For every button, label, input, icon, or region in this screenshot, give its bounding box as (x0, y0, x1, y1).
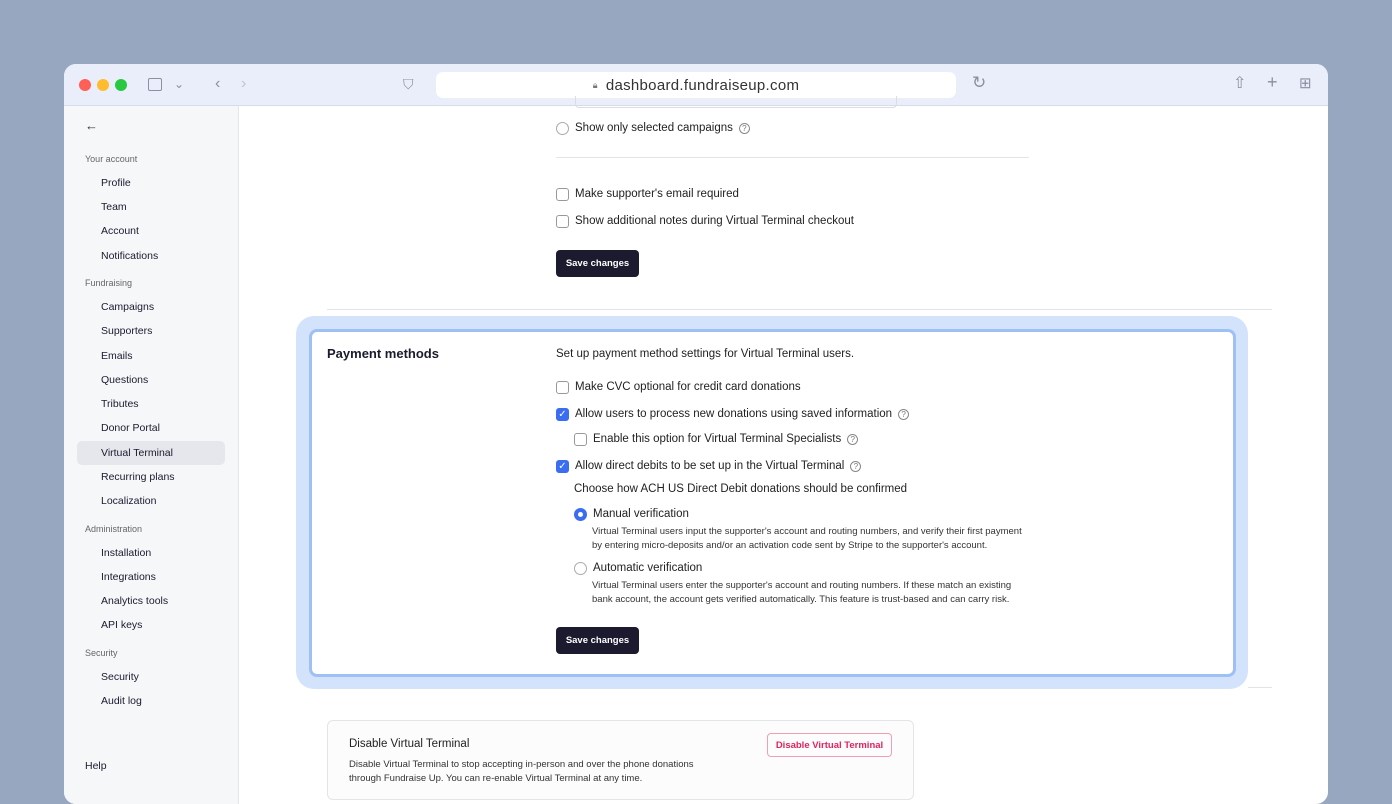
forward-icon[interactable]: › (241, 75, 247, 92)
help-icon[interactable]: ? (739, 123, 750, 134)
shield-icon[interactable]: ⛉ (403, 76, 414, 92)
show-notes-checkbox[interactable] (556, 215, 569, 228)
disable-terminal-button[interactable]: Disable Virtual Terminal (767, 733, 892, 757)
manual-verification-label: Manual verification (593, 508, 689, 520)
sidebar-item-analytics-tools[interactable]: Analytics tools (101, 595, 169, 607)
sidebar-item-questions[interactable]: Questions (101, 374, 149, 386)
sidebar-item-team[interactable]: Team (101, 201, 127, 213)
tab-overview-icon[interactable]: ⊞ (1299, 75, 1312, 92)
sidebar (64, 106, 239, 804)
help-icon[interactable]: ? (847, 434, 858, 445)
reload-icon[interactable]: ↻ (972, 73, 987, 92)
direct-debits-row (556, 459, 861, 473)
sidebar-item-emails[interactable]: Emails (101, 350, 133, 362)
section-description: Set up payment method settings for Virtual Terminal users. (556, 348, 855, 360)
direct-debits-checkbox[interactable]: ✓ (556, 460, 569, 473)
cvc-optional-label: Make CVC optional for credit card donations (575, 381, 801, 393)
sidebar-item-tributes[interactable]: Tributes (101, 398, 139, 410)
sidebar-toggle-icon[interactable] (148, 78, 162, 91)
saved-info-row (556, 407, 909, 421)
sidebar-item-supporters[interactable]: Supporters (101, 325, 153, 337)
minimize-window-button[interactable] (97, 79, 109, 91)
close-window-button[interactable] (79, 79, 91, 91)
cvc-optional-checkbox[interactable] (556, 381, 569, 394)
campaign-select[interactable] (575, 96, 897, 108)
saved-info-label: Allow users to process new donations using saved information (575, 408, 893, 420)
ach-prompt: Choose how ACH US Direct Debit donations should be confirmed (574, 483, 908, 495)
manual-verification-radio[interactable] (574, 508, 587, 521)
maximize-window-button[interactable] (115, 79, 127, 91)
email-required-row (556, 187, 739, 201)
automatic-verification-description: Virtual Terminal users enter the supporter's account and routing numbers. If these match an existing bank account, the account gets verified automatically. This feature is trust-based and can carry risk. (592, 580, 1012, 605)
cvc-row (556, 380, 801, 394)
sidebar-item-installation[interactable]: Installation (101, 547, 152, 559)
sidebar-section-label: Security (85, 648, 118, 658)
sidebar-item-campaigns[interactable]: Campaigns (101, 301, 155, 313)
sidebar-item-donor-portal[interactable]: Donor Portal (101, 422, 160, 434)
disable-title: Disable Virtual Terminal (349, 738, 470, 750)
share-icon[interactable]: ⇧ (1233, 75, 1247, 92)
show-selected-radio[interactable] (556, 122, 569, 135)
divider (556, 157, 1029, 158)
sidebar-section-label: Fundraising (85, 278, 133, 288)
help-icon[interactable]: ? (850, 461, 861, 472)
sidebar-item-profile[interactable]: Profile (101, 177, 131, 189)
manual-verification-description: Virtual Terminal users input the supporter's account and routing numbers, and verify their first payment by entering micro-deposits and/or an activation code sent by Stripe to the supporter's account. (592, 526, 1022, 551)
chevron-down-icon[interactable]: ⌄ (174, 77, 185, 91)
sidebar-item-api-keys[interactable]: API keys (101, 619, 143, 631)
show-notes-label: Show additional notes during Virtual Terminal checkout (575, 215, 854, 227)
manual-verification-row (574, 507, 689, 521)
specialists-label: Enable this option for Virtual Terminal Specialists (593, 433, 842, 445)
save-changes-button[interactable]: Save changes (556, 250, 639, 277)
new-tab-icon[interactable]: + (1267, 72, 1278, 92)
sidebar-item-integrations[interactable]: Integrations (101, 571, 156, 583)
sidebar-item-recurring-plans[interactable]: Recurring plans (101, 471, 175, 483)
direct-debits-label: Allow direct debits to be set up in the Virtual Terminal (575, 460, 845, 472)
back-arrow-icon[interactable]: ← (85, 118, 98, 133)
automatic-verification-radio[interactable] (574, 562, 587, 575)
automatic-verification-label: Automatic verification (593, 562, 703, 574)
disable-description: Disable Virtual Terminal to stop accepting in-person and over the phone donations through Fundraise Up. You can re-enable Virtual Terminal at any time. (349, 759, 694, 784)
sidebar-item-security[interactable]: Security (101, 671, 139, 683)
sidebar-item-localization[interactable]: Localization (101, 495, 157, 507)
email-required-checkbox[interactable] (556, 188, 569, 201)
saved-info-checkbox[interactable]: ✓ (556, 408, 569, 421)
url-text: dashboard.fundraiseup.com (605, 76, 800, 94)
save-changes-button[interactable]: Save changes (556, 627, 639, 654)
section-title: Payment methods (327, 346, 439, 361)
divider (1248, 687, 1272, 688)
show-selected-label: Show only selected campaigns (575, 122, 733, 134)
sidebar-item-virtual-terminal[interactable]: Virtual Terminal (101, 447, 173, 459)
help-icon[interactable]: ? (898, 409, 909, 420)
address-bar[interactable] (436, 72, 956, 98)
lock-icon: 🔒︎ (592, 79, 598, 90)
sidebar-item-audit-log[interactable]: Audit log (101, 695, 142, 707)
specialists-checkbox[interactable] (574, 433, 587, 446)
sidebar-item-notifications[interactable]: Notifications (101, 250, 159, 262)
sidebar-section-label: Your account (85, 154, 138, 164)
sidebar-item-account[interactable]: Account (101, 225, 139, 237)
automatic-verification-row (574, 561, 702, 575)
specialists-row (574, 432, 858, 446)
show-selected-row (556, 121, 750, 135)
help-link[interactable]: Help (85, 760, 107, 772)
email-required-label: Make supporter's email required (575, 188, 739, 200)
back-icon[interactable]: ‹ (215, 75, 221, 92)
divider (327, 309, 1272, 310)
show-notes-row (556, 214, 854, 228)
sidebar-section-label: Administration (85, 524, 143, 534)
